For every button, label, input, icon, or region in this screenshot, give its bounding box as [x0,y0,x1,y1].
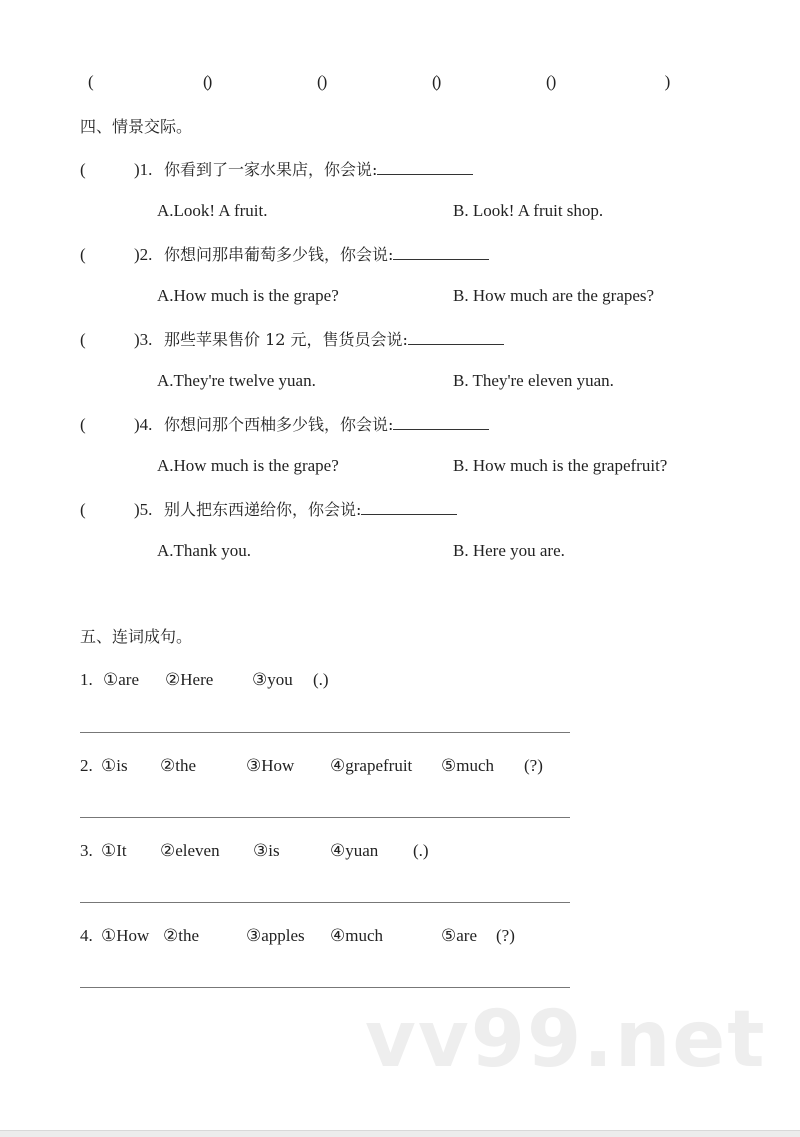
word-token: ③you [252,670,293,689]
question-prompt [164,415,489,435]
answer-paren[interactable]: ( ) [203,72,328,91]
answer-paren-open[interactable]: ( [80,500,86,519]
answer-blank[interactable] [393,415,489,430]
option-b[interactable]: B. They're eleven yuan. [453,371,614,390]
word-token: ③apples [246,926,305,945]
answer-line-2[interactable] [80,817,570,818]
prompt-text: 别人把东西递给你，你会说: [164,500,362,519]
answer-paren[interactable]: ( ) [432,72,557,91]
word-token: ①How [101,926,150,945]
answer-paren[interactable]: ( ) [317,72,442,91]
option-a[interactable]: A.How much is the grape? [157,286,339,305]
answer-line-1[interactable] [80,732,570,733]
prompt-text: 你看到了一家水果店，你会说: [164,160,378,179]
word-token: ②the [163,926,200,945]
answer-paren-open[interactable]: ( [80,160,86,179]
answer-blank[interactable] [408,330,504,345]
question-number: )4. [134,415,153,434]
option-a[interactable]: A.How much is the grape? [157,456,339,475]
answer-paren-open[interactable]: ( [80,415,86,434]
answer-paren[interactable]: ( ) [88,72,213,91]
option-a[interactable]: A.Thank you. [157,541,251,560]
option-b[interactable]: B. How much is the grapefruit? [453,456,668,475]
prompt-text: 你想问那个西柚多少钱，你会说: [164,415,394,434]
word-token: ④grapefruit [330,756,413,775]
word-token: (.) [313,670,329,689]
question-number: )3. [134,330,153,349]
word-token: ④much [330,926,384,945]
word-token: ⑤much [441,756,495,775]
answer-blank[interactable] [361,500,457,515]
word-token: (?) [524,756,543,775]
option-a[interactable]: A.They're twelve yuan. [157,371,316,390]
section-5-title: 五、连词成句。 [80,627,193,646]
question-prompt [164,160,473,180]
answer-paren[interactable]: ( ) [546,72,671,91]
word-token: ②the [160,756,197,775]
prompt-text: 你想问那串葡萄多少钱，你会说: [164,245,394,264]
word-token: (?) [496,926,515,945]
option-b[interactable]: B. Look! A fruit shop. [453,201,604,220]
question-number: )1. [134,160,153,179]
word-token: ①is [101,756,128,775]
item-number: 2. [80,756,93,775]
question-prompt [164,245,489,265]
word-token: ④yuan [330,841,379,860]
word-token: ①It [101,841,127,860]
question-number: )2. [134,245,153,264]
item-number: 3. [80,841,93,860]
word-token: ⑤are [441,926,477,945]
option-b[interactable]: B. Here you are. [453,541,565,560]
option-a[interactable]: A.Look! A fruit. [157,201,268,220]
word-token: ②eleven [160,841,220,860]
word-token: ①are [103,670,139,689]
watermark: vv99.net [365,995,767,1085]
answer-line-3[interactable] [80,902,570,903]
page-bottom-edge [0,1130,800,1137]
question-prompt [164,330,504,350]
question-prompt [164,500,457,520]
word-token: ③How [246,756,295,775]
option-b[interactable]: B. How much are the grapes? [453,286,655,305]
prompt-text: 那些苹果售价 12 元，售货员会说: [164,330,408,349]
word-token: ③is [253,841,280,860]
section-4-title: 四、情景交际。 [80,117,193,136]
answer-line-4[interactable] [80,987,570,988]
answer-blank[interactable] [377,160,473,175]
item-number: 1. [80,670,93,689]
word-token: ②Here [165,670,214,689]
answer-paren-open[interactable]: ( [80,245,86,264]
question-number: )5. [134,500,153,519]
answer-paren-open[interactable]: ( [80,330,86,349]
word-token: (.) [413,841,429,860]
answer-blank[interactable] [393,245,489,260]
item-number: 4. [80,926,93,945]
